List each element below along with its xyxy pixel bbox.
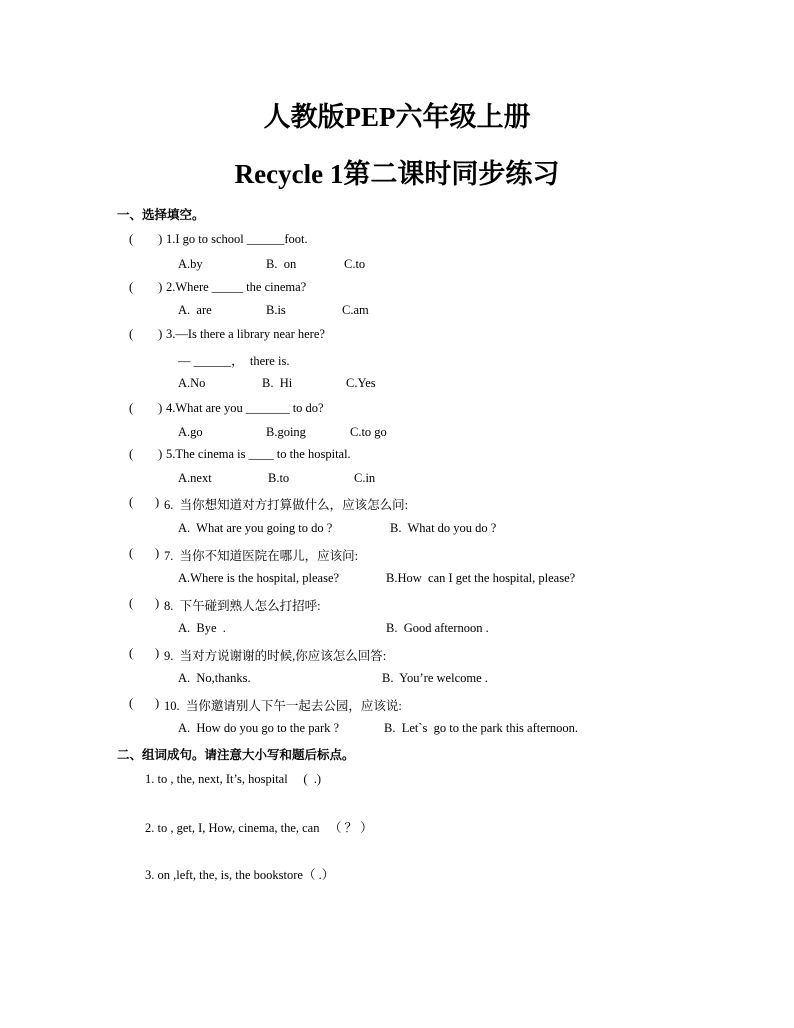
option-c: C.in [354, 471, 376, 485]
option-a: A. are [178, 303, 212, 317]
option-a: A.go [178, 425, 203, 439]
option-b: B.How can I get the hospital, please? [386, 571, 576, 585]
answer-bracket[interactable]: ( ) [129, 495, 160, 509]
question-text: 3.—Is there a library near here? [166, 327, 325, 341]
document-subtitle: Recycle 1第二课时同步练习 [234, 159, 560, 189]
answer-bracket[interactable]: ( ) [129, 232, 163, 246]
option-c: C.Yes [346, 376, 376, 390]
question-text: 1.I go to school ______foot. [166, 232, 308, 246]
answer-bracket[interactable]: ( ) [129, 327, 163, 341]
answer-bracket[interactable]: ( ) [129, 696, 160, 710]
option-b: B. Let`s go to the park this afternoon. [384, 721, 579, 735]
option-a: A.next [178, 471, 212, 485]
question-text: 9. 当对方说谢谢的时候,你应该怎么回答: [164, 649, 387, 663]
option-c: C.to go [350, 425, 387, 439]
option-a: A. How do you go to the park ? [178, 721, 340, 735]
question-text: 7. 当你不知道医院在哪儿，应该问: [164, 549, 359, 563]
question-text: 6. 当你想知道对方打算做什么，应该怎么问: [164, 498, 409, 512]
option-b: B.going [266, 425, 306, 439]
option-c: C.to [344, 257, 366, 271]
sentence-item: 3. on ,left, the, is, the bookstore（ .） [145, 868, 335, 882]
question-subline: — ______， there is. [178, 354, 290, 368]
option-a: A. What are you going to do ? [178, 521, 333, 535]
option-b: B.is [266, 303, 286, 317]
answer-bracket[interactable]: ( ) [129, 546, 160, 560]
sentence-item: 2. to , get, I, How, cinema, the, can （ ？ ） [145, 821, 373, 835]
option-a: A.by [178, 257, 203, 271]
answer-bracket[interactable]: ( ) [129, 280, 163, 294]
answer-bracket[interactable]: ( ) [129, 401, 163, 415]
option-b: B. You’re welcome . [382, 671, 488, 685]
section-2-heading: 二、组词成句。请注意大小写和题后标点。 [117, 747, 355, 762]
question-text: 8. 下午碰到熟人怎么打招呼: [164, 599, 321, 613]
question-text: 10. 当你邀请别人下午一起去公园，应该说: [164, 699, 402, 713]
option-c: C.am [342, 303, 369, 317]
document-title: 人教版PEP六年级上册 [263, 102, 531, 132]
option-b: B. on [266, 257, 297, 271]
option-a: A.Where is the hospital, please? [178, 571, 340, 585]
answer-bracket[interactable]: ( ) [129, 646, 160, 660]
option-b: B. Good afternoon . [386, 621, 489, 635]
answer-bracket[interactable]: ( ) [129, 447, 163, 461]
option-b: B.to [268, 471, 290, 485]
option-b: B. What do you do ? [390, 521, 497, 535]
option-a: A.No [178, 376, 206, 390]
option-a: A. Bye . [178, 621, 226, 635]
answer-bracket[interactable]: ( ) [129, 596, 160, 610]
question-text: 5.The cinema is ____ to the hospital. [166, 447, 351, 461]
option-b: B. Hi [262, 376, 293, 390]
section-1-heading: 一、选择填空。 [117, 207, 205, 222]
sentence-item: 1. to , the, next, It’s, hospital ( .) [145, 772, 322, 786]
option-a: A. No,thanks. [178, 671, 251, 685]
question-text: 4.What are you _______ to do? [166, 401, 324, 415]
question-text: 2.Where _____ the cinema? [166, 280, 307, 294]
